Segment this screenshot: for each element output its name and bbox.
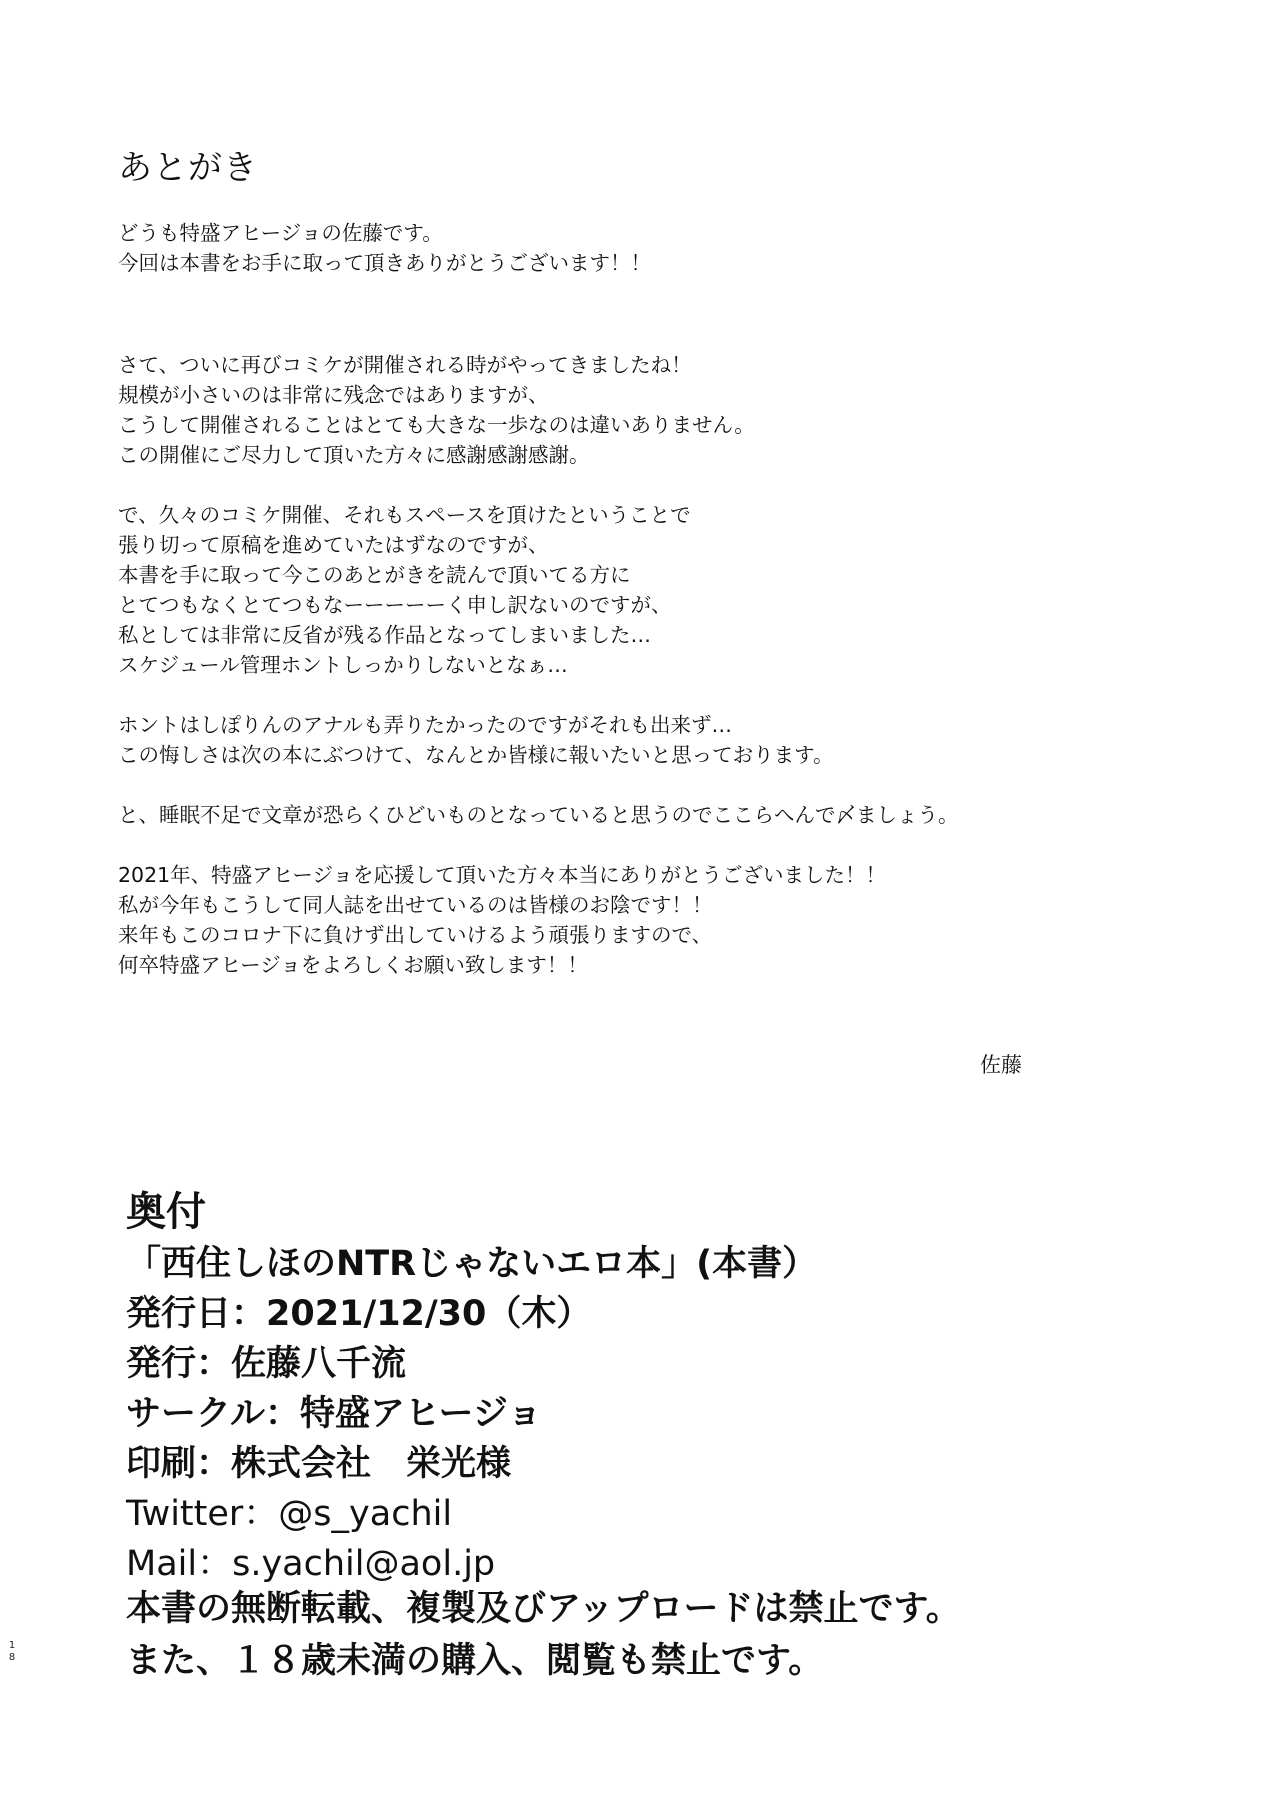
paragraph-gap — [118, 680, 1098, 710]
notice-line: 本書の無断転載、複製及びアップロードは禁止です。 — [126, 1589, 961, 1629]
afterword-line: で、久々のコミケ開催、それもスペースを頂けたということで — [118, 503, 691, 527]
afterword-line: 規模が小さいのは非常に残念ではありますが、 — [118, 383, 549, 407]
colophon-title: 「西住しほのNTRじゃないエロ本」(本書） — [126, 1244, 818, 1284]
afterword-line: 来年もこのコロナ下に負けず出していけるよう頑張りますので、 — [118, 923, 713, 947]
afterword-line: こうして開催されることはとても大きな一歩なのは違いありません。 — [118, 413, 755, 437]
afterword-line: 本書を手に取って今このあとがきを読んで頂いてる方に — [118, 563, 631, 587]
colophon-circle: サークル：特盛アヒージョ — [126, 1394, 543, 1434]
colophon-mail: Mail：s.yachil@aol.jp — [126, 1544, 496, 1584]
copyright-notice — [126, 1583, 961, 1687]
afterword-body — [118, 218, 1098, 980]
afterword-line: さて、ついに再びコミケが開催される時がやってきましたね！ — [118, 353, 692, 377]
colophon-publisher: 発行：佐藤八千流 — [126, 1344, 407, 1384]
afterword-line: どうも特盛アヒージョの佐藤です。 — [118, 221, 443, 245]
afterword-line: この悔しさは次の本にぶつけて、なんとか皆様に報いたいと思っております。 — [118, 743, 834, 767]
colophon — [126, 1185, 817, 1589]
author-signature: 佐藤 — [980, 1053, 1022, 1077]
afterword-line: 張り切って原稿を進めていたはずなのですが、 — [118, 533, 549, 557]
afterword-line: この開催にご尽力して頂いた方々に感謝感謝感謝。 — [118, 443, 590, 467]
afterword-line: 私としては非常に反省が残る作品となってしまいました… — [118, 623, 651, 647]
afterword-line: ホントはしぽりんのアナルも弄りたかったのですがそれも出来ず… — [118, 713, 732, 737]
afterword-line: とてつもなくとてつもなーーーーーく申し訳ないのですが、 — [118, 593, 672, 617]
afterword-line: 今回は本書をお手に取って頂きありがとうございます！！ — [118, 251, 651, 275]
paragraph-gap — [118, 470, 1098, 500]
colophon-date: 発行日：2021/12/30（木） — [126, 1294, 592, 1334]
colophon-twitter: Twitter：@s_yachil — [126, 1494, 453, 1534]
afterword-line: と、睡眠不足で文章が恐らくひどいものとなっていると思うのでここらへんで〆ましょう。 — [118, 803, 959, 827]
afterword-line: 何卒特盛アヒージョをよろしくお願い致します！！ — [118, 953, 588, 977]
page-number: 18 — [8, 1640, 16, 1663]
afterword-line: スケジュール管理ホントしっかりしないとなぁ… — [118, 653, 568, 677]
paragraph-gap — [118, 770, 1098, 800]
afterword-line: 2021年、特盛アヒージョを応援して頂いた方々本当にありがとうございました！！ — [118, 863, 887, 887]
paragraph-gap — [118, 278, 1098, 350]
colophon-heading: 奥付 — [126, 1189, 206, 1235]
paragraph-gap — [118, 830, 1098, 860]
notice-line: また、１８歳未満の購入、閲覧も禁止です。 — [126, 1641, 824, 1681]
afterword-line: 私が今年もこうして同人誌を出せているのは皆様のお陰です！！ — [118, 893, 713, 917]
afterword-title: あとがき — [118, 148, 258, 188]
colophon-printer: 印刷：株式会社 栄光様 — [126, 1444, 512, 1484]
